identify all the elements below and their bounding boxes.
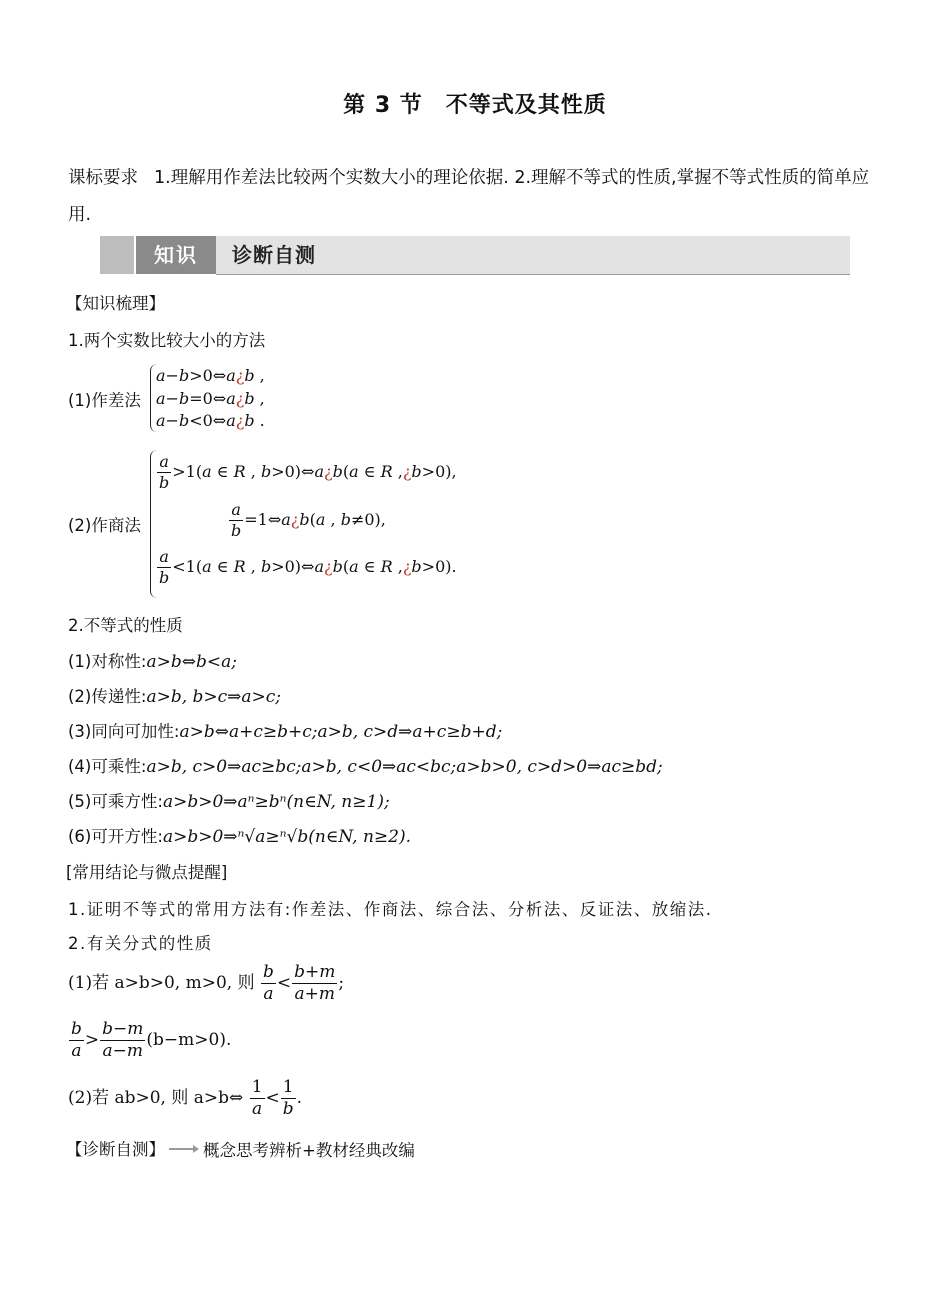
curriculum-requirement — [68, 160, 880, 234]
property-expr: a>b>0⇒aⁿ≥bⁿ(n∈N, n≥1); — [162, 792, 390, 812]
diagnosis-note: 概念思考辨析+教材经典改编 — [203, 1141, 415, 1160]
property-expr: a>b⇔a+c≥b+c;a>b, c>d⇒a+c≥b+d; — [179, 722, 503, 742]
banner-tag: 知识 — [136, 236, 216, 274]
diagnosis-heading: 【诊断自测】 — [66, 1140, 165, 1159]
fraction-property-1b: $\frac{b}{a}$ > $\frac{b-m}{a-m}$ (b−m>0). — [71, 1019, 232, 1061]
fraction-property-2: (2)若 ab>0, 则 a>b⇔ $\frac{1}{a}$ < $\frac{1}{b}$ . — [68, 1077, 303, 1119]
banner-underline — [216, 274, 850, 275]
property-expr: a>b, c>0⇒ac≥bc;a>b, c<0⇒ac<bc;a>b>0, c>d>0⇒ac≥bd; — [146, 757, 663, 777]
fraction-property-1: (1)若 a>b>0, m>0, 则 $\frac{b}{a}$ < $\frac{b+m}{a+m}$ ; — [68, 962, 345, 1004]
quot-line-2: $\frac{a}{b}$ =1⇔a¿b(a , b≠0), — [231, 500, 386, 540]
frac1-suffix: (b−m>0). — [146, 1030, 232, 1050]
frac2-prefix: (2)若 ab>0, 则 a>b⇔ — [68, 1088, 244, 1108]
quot-line-1: $\frac{a}{b}$ >1(a ∈ R , b>0)⇔a¿b(a ∈ R ,¿b>0), — [159, 452, 457, 492]
property-label: (2)传递性: — [68, 687, 147, 706]
conclusions-heading: [常用结论与微点提醒] — [66, 863, 228, 882]
diff-line: a−b=0⇔a¿b , — [156, 388, 265, 408]
banner-heading: 诊断自测 — [216, 236, 850, 274]
property-label: (4)可乘性: — [68, 757, 147, 776]
page-title: 第 3 节 不等式及其性质 — [343, 93, 607, 118]
banner-stripe — [100, 236, 134, 274]
property-label: (5)可乘方性: — [68, 792, 163, 811]
item1-title: 1.两个实数比较大小的方法 — [68, 331, 266, 350]
property-item — [68, 823, 411, 847]
section-banner — [100, 236, 850, 276]
property-label: (1)对称性: — [68, 652, 147, 671]
property-item — [68, 753, 663, 777]
property-item — [68, 683, 281, 707]
diff-method-label: (1)作差法 — [68, 391, 141, 410]
quot-method-label: (2)作商法 — [68, 516, 141, 535]
diff-line: a−b>0⇔a¿b , — [156, 366, 265, 385]
conclusion-1: 1.证明不等式的常用方法有:作差法、作商法、综合法、分析法、反证法、放缩法. — [68, 900, 713, 919]
property-expr: a>b, b>c⇒a>c; — [146, 687, 282, 707]
item2-title: 2.不等式的性质 — [68, 616, 183, 635]
property-item — [68, 788, 390, 812]
diff-line: a−b<0⇔a¿b . — [156, 411, 265, 430]
diff-lines — [156, 365, 265, 433]
requirement-label: 课标要求 — [68, 168, 138, 188]
quot-line-3: $\frac{a}{b}$ <1(a ∈ R , b>0)⇔a¿b(a ∈ R ,¿b>0). — [159, 547, 457, 587]
frac1-prefix: (1)若 a>b>0, m>0, 则 — [68, 973, 255, 993]
requirement-text: 1.理解用作差法比较两个实数大小的理论依据. 2.理解不等式的性质,掌握不等式性质的简单应用. — [68, 168, 870, 225]
property-item — [68, 648, 237, 672]
property-item — [68, 718, 502, 742]
conclusion-2: 2.有关分式的性质 — [68, 934, 213, 953]
property-expr: a>b>0⇒ⁿ√a≥ⁿ√b(n∈N, n≥2). — [162, 827, 412, 847]
property-expr: a>b⇔b<a; — [146, 652, 237, 672]
knowledge-heading: 【知识梳理】 — [66, 294, 165, 313]
arrow-icon — [169, 1145, 199, 1153]
property-label: (6)可开方性: — [68, 827, 163, 846]
property-label: (3)同向可加性: — [68, 722, 180, 741]
